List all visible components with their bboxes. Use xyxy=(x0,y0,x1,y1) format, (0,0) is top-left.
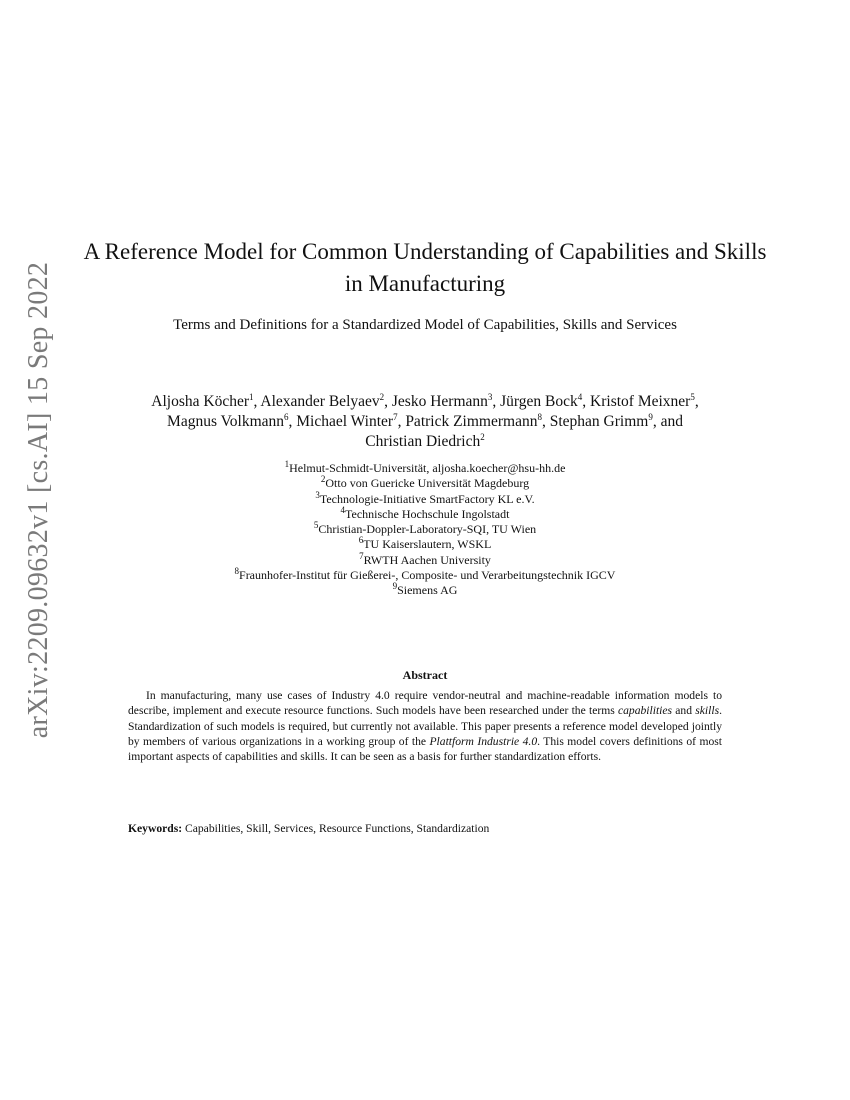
author-name-text: Jesko Hermann xyxy=(391,393,488,410)
author-name-text: Christian Diedrich xyxy=(365,433,481,450)
affiliation-list xyxy=(100,461,750,599)
affiliation-marker: 8 xyxy=(234,566,240,577)
affiliation-item xyxy=(100,550,750,568)
affiliation-item xyxy=(100,476,750,491)
author-separator: , xyxy=(541,413,550,430)
author-name xyxy=(151,393,253,410)
author-affiliation-marker: 2 xyxy=(480,431,485,442)
author-affiliation-marker: 5 xyxy=(690,391,695,402)
author-name xyxy=(500,393,582,410)
keywords-line xyxy=(128,821,728,836)
affiliation-text: Christian-Doppler-Laboratory-SQI, TU Wien xyxy=(318,522,537,537)
author-separator: , xyxy=(397,413,406,430)
author-name xyxy=(365,433,484,450)
author-name-text: Aljosha Köcher xyxy=(151,393,250,410)
affiliation-item xyxy=(100,461,750,476)
author-separator: , xyxy=(694,393,699,410)
affiliation-marker: 1 xyxy=(284,459,290,469)
affiliation-marker: 9 xyxy=(392,581,398,592)
author-name xyxy=(405,413,542,430)
author-name-text: Alexander Belyaev xyxy=(260,393,380,410)
arxiv-identifier-text: arXiv:2209.09632v1 [cs.AI] 15 Sep 2022 xyxy=(23,261,55,739)
author-separator: , xyxy=(582,393,591,410)
author-affiliation-marker: 6 xyxy=(284,411,289,422)
abstract-heading: Abstract xyxy=(402,668,448,682)
affiliation-item xyxy=(100,583,750,598)
author-affiliation-marker: 3 xyxy=(487,391,493,402)
author-affiliation-marker: 4 xyxy=(577,391,583,402)
affiliation-marker: 7 xyxy=(359,550,364,561)
author-name-text: Magnus Volkmann xyxy=(167,413,285,430)
author-list xyxy=(100,392,750,452)
paper-title: A Reference Model for Common Understanding of Capabilities and Skills in Manufacturing xyxy=(83,239,767,296)
author-name xyxy=(550,413,653,430)
author-name xyxy=(590,393,695,410)
abstract-text-part: . This model covers definitions of most important aspects of capabilities and skills. It can be seen as a basis for further standardization efforts. xyxy=(128,734,722,764)
affiliation-item xyxy=(100,489,750,507)
author-affiliation-marker: 1 xyxy=(249,391,254,402)
author-separator: , xyxy=(288,413,297,430)
affiliation-item xyxy=(100,568,750,583)
author-separator: , and xyxy=(652,413,683,430)
affiliation-item xyxy=(100,504,750,522)
author-affiliation-marker: 8 xyxy=(537,411,542,422)
abstract-text-part: In manufacturing, many use cases of Industry 4.0 require vendor-neutral and machine-readable information models to describe, implement and execute resource functions. Such models have been researched under the terms xyxy=(128,689,722,718)
paper-subtitle: Terms and Definitions for a Standardized Model of Capabilities, Skills and Services xyxy=(173,317,677,333)
author-affiliation-marker: 7 xyxy=(393,411,398,422)
author-name xyxy=(296,413,397,430)
author-affiliation-marker: 9 xyxy=(648,411,653,422)
affiliation-text: Siemens AG xyxy=(397,583,458,598)
affiliation-text: TU Kaiserslautern, WSKL xyxy=(363,537,492,552)
author-name-text: Michael Winter xyxy=(296,413,394,430)
author-separator: , xyxy=(492,393,501,410)
abstract-text-part: . Standardization of such models is required, but currently not available. This paper presents a reference model developed jointly by members of various organizations in a working group of the xyxy=(128,704,722,748)
affiliation-marker: 3 xyxy=(315,489,320,500)
arxiv-identifier-stamp xyxy=(14,261,64,739)
author-name xyxy=(392,393,493,410)
author-affiliation-marker: 2 xyxy=(379,391,385,402)
affiliation-text: Technische Hochschule Ingolstadt xyxy=(345,506,510,521)
author-name-text: Jürgen Bock xyxy=(500,393,578,410)
author-separator: , xyxy=(253,393,261,410)
affiliation-text: RWTH Aachen University xyxy=(363,552,491,567)
affiliation-marker: 2 xyxy=(320,474,326,485)
author-name-text: Kristof Meixner xyxy=(590,393,691,410)
affiliation-marker: 4 xyxy=(340,504,346,515)
affiliation-marker: 5 xyxy=(313,520,319,531)
affiliation-item xyxy=(100,537,750,552)
author-name-text: Stephan Grimm xyxy=(549,413,649,430)
author-name xyxy=(167,413,288,430)
affiliation-text: Helmut-Schmidt-Universität, aljosha.koecher@hsu-hh.de xyxy=(289,461,566,475)
affiliation-marker: 6 xyxy=(358,535,364,546)
affiliation-text: Technologie-Initiative SmartFactory KL e.V. xyxy=(319,491,535,506)
affiliation-text: Otto von Guericke Universität Magdeburg xyxy=(325,476,530,491)
abstract-text xyxy=(128,688,722,764)
affiliation-text: Fraunhofer-Institut für Gießerei-, Composite- und Verarbeitungstechnik IGCV xyxy=(239,568,616,583)
abstract-text-part: and xyxy=(672,704,696,718)
keywords-label: Keywords: xyxy=(128,822,183,835)
affiliation-item xyxy=(100,522,750,537)
abstract-emphasis: capabilities xyxy=(617,704,673,718)
author-name-text: Patrick Zimmermann xyxy=(405,413,538,430)
author-separator: , xyxy=(384,393,392,410)
keywords-text: Capabilities, Skill, Services, Resource Functions, Standardization xyxy=(182,822,490,835)
author-name xyxy=(260,393,384,410)
abstract-emphasis: skills xyxy=(695,704,720,718)
abstract-emphasis: Plattform Industrie 4.0 xyxy=(429,734,538,748)
